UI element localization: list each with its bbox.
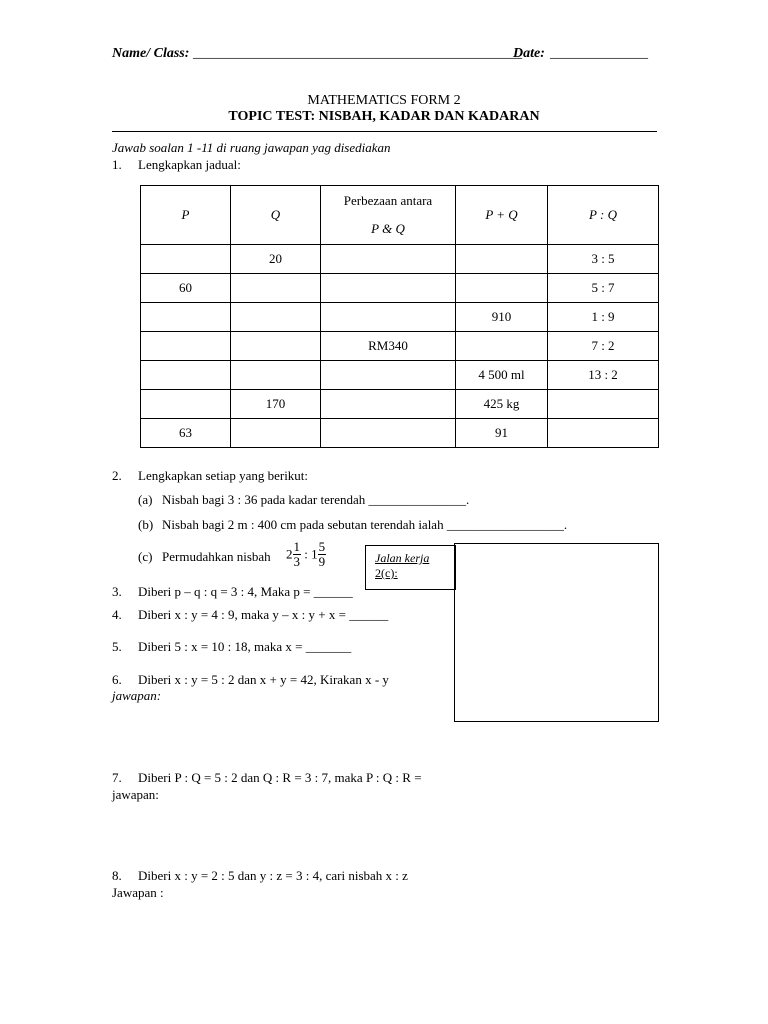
q3-text: Diberi p – q : q = 3 : 4, Maka p = ______ — [138, 584, 353, 599]
working-area-box[interactable] — [454, 543, 659, 722]
cell[interactable] — [231, 419, 321, 448]
header-difference — [321, 186, 456, 245]
cell[interactable]: 3 : 5 — [548, 245, 659, 274]
cell[interactable]: 91 — [456, 419, 548, 448]
fraction-1-denominator: 3 — [293, 554, 300, 569]
cell[interactable]: 60 — [141, 274, 231, 303]
cell[interactable]: 7 : 2 — [548, 332, 659, 361]
cell[interactable]: 20 — [231, 245, 321, 274]
date-blank[interactable]: ______________ — [550, 46, 648, 61]
header-difference-line1: Perbezaan antara — [343, 193, 433, 208]
table-row — [141, 361, 659, 390]
name-class-blank[interactable]: _______________________________________________ — [193, 46, 522, 61]
cell[interactable] — [231, 332, 321, 361]
q3-number: 3. — [112, 584, 122, 599]
q2c-text: Permudahkan nisbah — [162, 549, 271, 564]
mixed-whole-2: 1 — [311, 546, 318, 562]
header-p-plus-q: P + Q — [456, 186, 548, 245]
header-p: P — [141, 186, 231, 245]
cell[interactable] — [321, 303, 456, 332]
ratio-separator: : — [304, 546, 308, 562]
q8-text: Diberi x : y = 2 : 5 dan y : z = 3 : 4, cari nisbah x : z — [138, 868, 408, 883]
fraction-2-denominator: 9 — [318, 554, 326, 569]
cell[interactable] — [141, 332, 231, 361]
cell[interactable] — [141, 361, 231, 390]
cell[interactable] — [231, 274, 321, 303]
mixed-whole-1: 2 — [286, 546, 293, 562]
table-row — [141, 332, 659, 361]
q5-text: Diberi 5 : x = 10 : 18, maka x = _______ — [138, 639, 352, 654]
name-class-label: Name/ Class: — [112, 46, 190, 61]
header-p-ratio-q: P : Q — [548, 186, 659, 245]
q6-answer-label: jawapan: — [112, 688, 162, 703]
q7-answer-label: jawapan: — [112, 787, 159, 802]
cell[interactable] — [141, 245, 231, 274]
ratio-table — [140, 185, 659, 448]
table-row — [141, 419, 659, 448]
topic-title: TOPIC TEST: NISBAH, KADAR DAN KADARAN — [228, 109, 540, 124]
q5-number: 5. — [112, 639, 122, 654]
date-label: Date: — [513, 46, 545, 61]
table-row — [141, 245, 659, 274]
table-row — [141, 390, 659, 419]
cell[interactable]: 4 500 ml — [456, 361, 548, 390]
cell[interactable]: 5 : 7 — [548, 274, 659, 303]
cell[interactable]: 170 — [231, 390, 321, 419]
cell[interactable] — [231, 361, 321, 390]
table-header-row — [141, 186, 659, 245]
table-row — [141, 274, 659, 303]
cell[interactable] — [456, 274, 548, 303]
cell[interactable] — [321, 390, 456, 419]
subject-title: MATHEMATICS FORM 2 — [307, 93, 461, 108]
q6-text: Diberi x : y = 5 : 2 dan x + y = 42, Kirakan x - y — [138, 672, 389, 687]
q2c-ratio-expression — [286, 540, 326, 569]
q2c-label: (c) — [138, 549, 153, 564]
cell[interactable]: 1 : 9 — [548, 303, 659, 332]
fraction-1 — [293, 540, 302, 569]
cell[interactable] — [321, 274, 456, 303]
q1-text: Lengkapkan jadual: — [138, 157, 241, 172]
instruction: Jawab soalan 1 -11 di ruang jawapan yag disediakan — [112, 140, 391, 155]
q2a-label: (a) — [138, 492, 153, 507]
header-divider — [112, 131, 657, 132]
fraction-1-numerator: 1 — [293, 539, 300, 554]
working-label-box — [365, 545, 456, 590]
cell[interactable] — [141, 390, 231, 419]
q4-number: 4. — [112, 607, 122, 622]
cell[interactable]: 425 kg — [456, 390, 548, 419]
cell[interactable] — [548, 390, 659, 419]
table-row — [141, 303, 659, 332]
cell[interactable] — [456, 245, 548, 274]
q2b-text: Nisbah bagi 2 m : 400 cm pada sebutan terendah ialah __________________. — [162, 517, 568, 532]
cell[interactable]: 13 : 2 — [548, 361, 659, 390]
q2-number: 2. — [112, 468, 122, 483]
q7-text: Diberi P : Q = 5 : 2 dan Q : R = 3 : 7, maka P : Q : R = — [138, 770, 422, 785]
cell[interactable] — [456, 332, 548, 361]
q8-number: 8. — [112, 868, 122, 883]
cell[interactable] — [141, 303, 231, 332]
cell[interactable] — [321, 245, 456, 274]
header-difference-line2: P & Q — [371, 221, 405, 236]
q2b-label: (b) — [138, 517, 154, 532]
q8-answer-label: Jawapan : — [112, 885, 164, 900]
cell[interactable] — [548, 419, 659, 448]
q4-text: Diberi x : y = 4 : 9, maka y – x : y + x = ______ — [138, 607, 389, 622]
fraction-2 — [318, 540, 327, 569]
header-q: Q — [231, 186, 321, 245]
q2a-text: Nisbah bagi 3 : 36 pada kadar terendah _______________. — [162, 492, 470, 507]
cell[interactable]: RM340 — [321, 332, 456, 361]
q1-number: 1. — [112, 157, 122, 172]
working-label-line2: 2(c): — [375, 566, 398, 580]
q6-number: 6. — [112, 672, 122, 687]
cell[interactable] — [321, 361, 456, 390]
working-label-line1: Jalan kerja — [375, 551, 430, 565]
q2-text: Lengkapkan setiap yang berikut: — [138, 468, 309, 483]
cell[interactable]: 910 — [456, 303, 548, 332]
cell[interactable] — [321, 419, 456, 448]
fraction-2-numerator: 5 — [318, 539, 326, 554]
q7-number: 7. — [112, 770, 122, 785]
cell[interactable]: 63 — [141, 419, 231, 448]
cell[interactable] — [231, 303, 321, 332]
